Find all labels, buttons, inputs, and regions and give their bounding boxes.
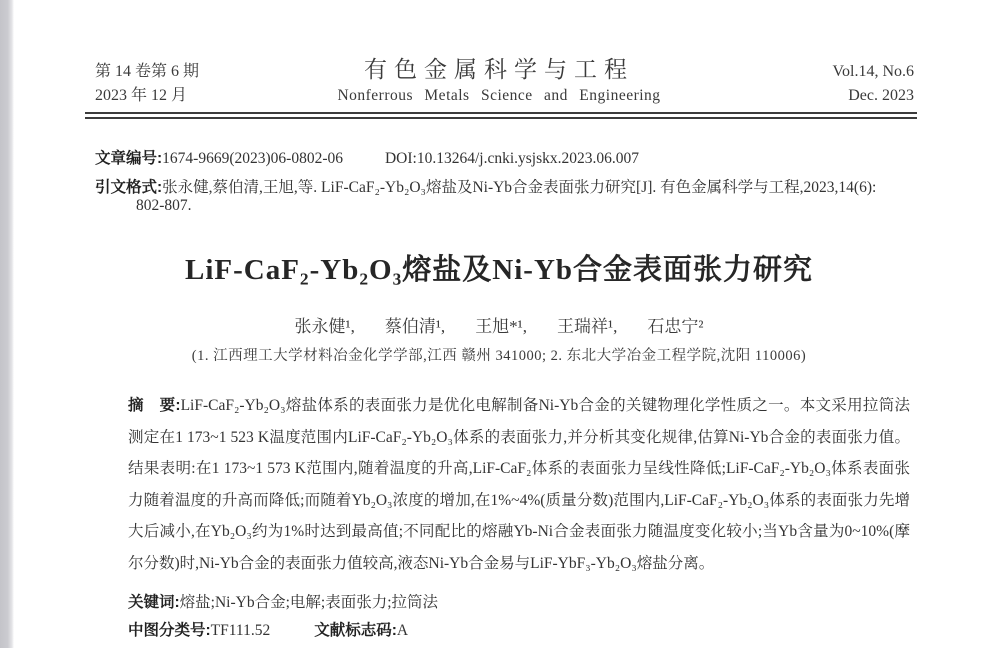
author-name: 石忠宁² — [647, 317, 704, 336]
author-name: 蔡伯清¹, — [384, 317, 446, 336]
article-number-value: 1674-9669(2023)06-0802-06 — [162, 150, 343, 167]
keywords-label: 关键词: — [128, 594, 180, 611]
abstract-text: LiF-CaF₂-Yb₂O₃熔盐体系的表面张力是优化电解制备Ni-Yb合金的关键物理化学性质之一。本文采用拉筒法测定在1 173~1 523 K温度范围内LiF-CaF₂-Yb₂O₃体系的表面张力,并分析其变化规律,估算Ni-Yb合金的表面张力值。结果表明:在1 173~1 573 K范围内,随着温度的升高,LiF-CaF₂体系的表面张力呈线性降低;LiF-CaF₂-Yb₂O₃体系表面张力随着温度的升高而降低;而随着Yb₂O₃浓度的增加,在1%~4%(质量分数)范围内,LiF-CaF₂-Yb₂O₃体系的表面张力先增大后减小,在Yb₂O₃约为1%时达到最高值;不同配比的熔融Yb-Ni合金表面张力随温度变化较小;当Yb含量为0~10%(摩尔分数)时,Ni-Yb合金的表面张力值较高,液态Ni-Yb合金易与LiF-YbF₃-Yb₂O₃熔盐分离。 — [128, 397, 911, 572]
journal-date-en: Dec. 2023 — [848, 87, 914, 104]
journal-date-cn: 2023 年 12 月 — [95, 87, 188, 104]
page-title: LiF-CaF₂-Yb₂O₃熔盐及Ni-Yb合金表面张力研究 — [184, 254, 814, 286]
citation-pages: 802-807. — [136, 197, 192, 214]
author-name: 王旭*¹, — [475, 317, 528, 336]
author-name: 张永健¹, — [294, 317, 355, 336]
doi-value: DOI:10.13264/j.cnki.ysjskx.2023.06.007 — [384, 150, 640, 167]
keywords-line — [128, 590, 438, 612]
journal-volume-block — [833, 60, 915, 108]
abstract-paragraph — [128, 390, 910, 579]
citation-line-1 — [95, 175, 876, 197]
article-number-label: 文章编号: — [95, 150, 163, 167]
author-name: 王瑞祥¹, — [557, 317, 618, 336]
clc-label: 中图分类号: — [128, 622, 211, 639]
citation-line-2 — [136, 197, 192, 215]
authors-line — [0, 312, 998, 337]
affiliation-line: (1. 江西理工大学材料冶金化学学部,江西 赣州 341000; 2. 东北大学冶金工程学院,沈阳 110006) — [191, 348, 807, 364]
citation-label: 引文格式: — [95, 179, 163, 196]
journal-issue-cn: 第 14 卷第 6 期 — [95, 63, 200, 80]
doc-code-value: A — [396, 622, 409, 639]
masthead-double-rule — [85, 112, 917, 119]
doc-code-label: 文献标志码: — [314, 622, 397, 639]
clc-value: TF111.52 — [210, 622, 271, 639]
journal-name-cn: 有色金属科学与工程 — [364, 57, 634, 82]
journal-name-en: Nonferrous Metals Science and Engineering — [337, 87, 661, 104]
keywords-text: 熔盐;Ni-Yb合金;电解;表面张力;拉筒法 — [179, 594, 439, 611]
article-number-line — [95, 146, 639, 168]
abstract-label: 摘 要: — [128, 397, 181, 414]
citation-text: 张永健,蔡伯清,王旭,等. LiF-CaF₂-Yb₂O₃熔盐及Ni-Yb合金表面张力研究[J]. 有色金属科学与工程,2023,14(6): — [162, 179, 877, 196]
classification-line — [128, 618, 408, 640]
journal-volume-en: Vol.14, No.6 — [832, 63, 914, 80]
